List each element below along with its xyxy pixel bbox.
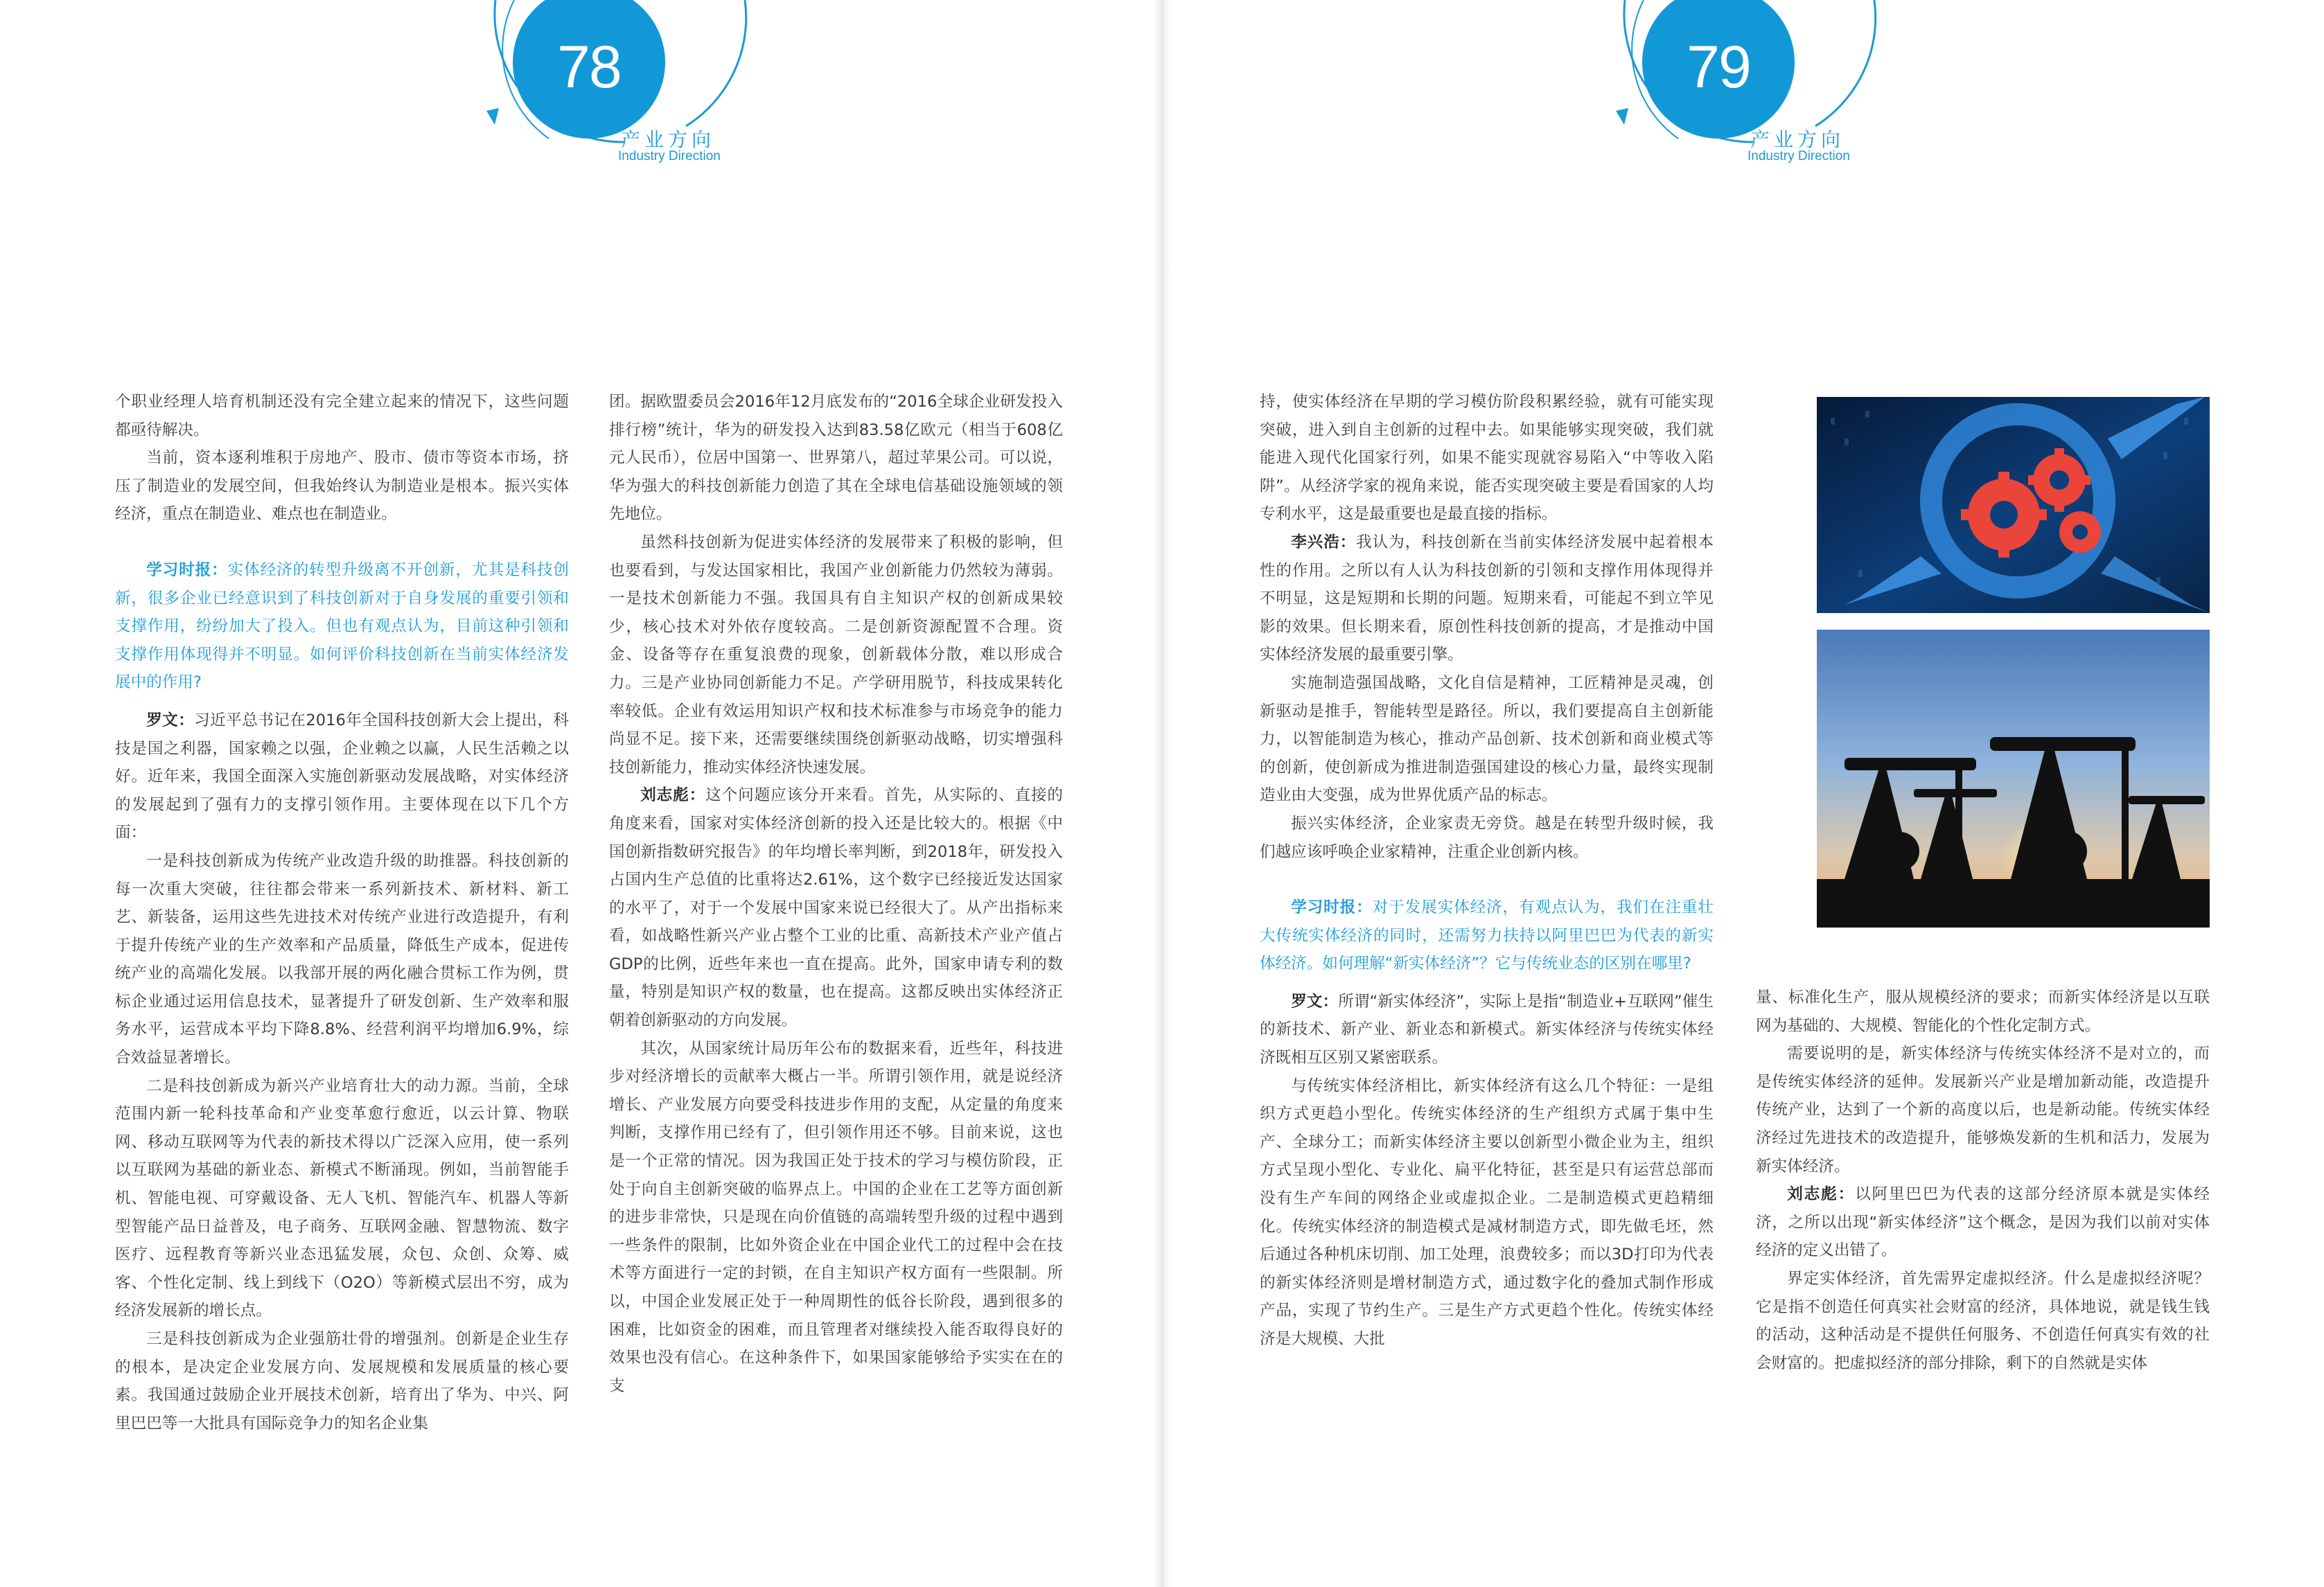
- speaker-label: 学习时报：: [146, 560, 228, 579]
- page-badge: [478, 0, 769, 173]
- answer-text: 所谓“新实体经济”，实际上是指“制造业+互联网”催生的新技术、新产业、新业态和新模式。新实体经济与传统实体经济既相互区别又紧密联系。: [1260, 992, 1714, 1067]
- page-badge: [1608, 0, 1899, 173]
- paragraph: 振兴实体经济，企业家责无旁贷。越是在转型升级时候，我们越应该呼唤企业家精神，注重企业创新内核。: [1260, 814, 1714, 861]
- paragraph: 三是科技创新成为企业强筋壮骨的增强剂。创新是企业生存的根本，是决定企业发展方向、发展规模和发展质量的核心要素。我国通过鼓励企业开展技术创新，培育出了华为、中兴、阿里巴巴等一大批具有国际竞争力的知名企业集: [115, 1330, 569, 1433]
- paragraph: 量、标准化生产，服从规模经济的要求；而新实体经济是以互联网为基础的、大规模、智能化的个性化定制方式。: [1756, 988, 2210, 1035]
- oil-pump-icon: [1817, 630, 2210, 928]
- paragraph: [1260, 988, 1714, 1072]
- question-paragraph: [115, 556, 569, 697]
- section-subtitle: Industry Direction: [1748, 149, 1850, 163]
- answer-text: 以阿里巴巴为代表的这部分经济原本就是实体经济，之所以出现“新实体经济”这个概念，是因为我们以前对实体经济的定义出错了。: [1756, 1185, 2210, 1260]
- text-column-2: [1756, 984, 2210, 1377]
- section-title: 产业方向: [1750, 128, 1845, 151]
- speaker-label: 罗文：: [1291, 992, 1339, 1011]
- oil-pump-photo: [1817, 630, 2210, 928]
- paragraph: 二是科技创新成为新兴产业培育壮大的动力源。当前，全球范围内新一轮科技革命和产业变革愈行愈近，以云计算、物联网、移动互联网等为代表的新技术得以广泛深入应用，使一系列以互联网为基础的新业态、新模式不断涌现。例如，当前智能手机、智能电视、可穿戴设备、无人飞机、智能汽车、机器人等新型智能产品日益普及，电子商务、互联网金融、智慧物流、数字医疗、远程教育等新兴业态迅猛发展，众包、众创、众筹、威客、个性化定制、线上到线下（O2O）等新模式层出不穷，成为经济发展新的增长点。: [115, 1076, 569, 1320]
- gears-photo: [1817, 397, 2210, 613]
- paragraph: 虽然科技创新为促进实体经济的发展带来了积极的影响，但也要看到，与发达国家相比，我国产业创新能力仍然较为薄弱。一是技术创新能力不强。我国具有自主知识产权的创新成果较少，核心技术对外依存度较高。二是创新资源配置不合理。资金、设备等存在重复浪费的现象，创新载体分散，难以形成合力。三是产业协同创新能力不足。产学研用脱节，科技成果转化率较低。企业有效运用知识产权和技术标准参与市场竞争的能力尚显不足。接下来，还需要继续围绕创新驱动战略，切实增强科技创新能力，推动实体经济快速发展。: [609, 533, 1063, 777]
- speaker-label: 刘志彪：: [640, 786, 706, 805]
- paragraph: 个职业经理人培育机制还没有完全建立起来的情况下，这些问题都亟待解决。: [115, 393, 569, 439]
- question-text: 实体经济的转型升级离不开创新，尤其是科技创新，很多企业已经意识到了科技创新对于自身发展的重要引领和支撑作用，纷纷加大了投入。但也有观点认为，目前这种引领和支撑作用体现得并不明显。如何评价科技创新在当前实体经济发展中的作用?: [115, 560, 570, 692]
- paragraph: 实施制造强国战略，文化自信是精神，工匠精神是灵魂，创新驱动是推手，智能转型是路径。所以，我们要提高自主创新能力，以智能制造为核心，推动产品创新、技术创新和商业模式等的创新，使创新成为推进制造强国建设的核心力量，最终实现制造业由大变强，成为世界优质产品的标志。: [1260, 673, 1714, 805]
- paragraph: 界定实体经济，首先需界定虚拟经济。什么是虚拟经济呢？它是指不创造任何真实社会财富的经济，具体地说，就是钱生钱的活动，这种活动是不提供任何服务、不创造任何真实有效的社会财富的。把虚拟经济的部分排除，剩下的自然就是实体: [1756, 1269, 2210, 1372]
- paragraph: [609, 781, 1063, 1034]
- right-page: [1162, 0, 2324, 1587]
- paragraph: 与传统实体经济相比，新实体经济有这么几个特征：一是组织方式更趋小型化。传统实体经济的生产组织方式属于集中生产、全球分工；而新实体经济主要以创新型小微企业为主，组织方式呈现小型化、专业化、扁平化特征，甚至是只有运营总部而没有生产车间的网络企业或虚拟企业。二是制造模式更趋精细化。传统实体经济的制造模式是减材制造方式，即先做毛坯，然后通过各种机床切削、加工处理，浪费较多；而以3D打印为代表的新实体经济则是增材制造方式，通过数字化的叠加式制作形成产品，实现了节约生产。三是生产方式更趋个性化。传统实体经济是大规模、大批: [1260, 1076, 1714, 1348]
- question-text: 对于发展实体经济，有观点认为，我们在注重壮大传统实体经济的同时，还需努力扶持以阿里巴巴为代表的新实体经济。如何理解“新实体经济”？它与传统业态的区别在哪里?: [1260, 898, 1714, 973]
- page-number: 79: [1687, 34, 1750, 100]
- paragraph: [115, 707, 569, 847]
- speaker-label: 李兴浩：: [1291, 533, 1357, 551]
- paragraph: 团。据欧盟委员会2016年12月底发布的“2016全球企业研发投入排行榜”统计，华为的研发投入达到83.58亿欧元（相当于608亿元人民币），位居中国第一、世界第八，超过苹果公司。可以说，华为强大的科技创新能力创造了其在全球电信基础设施领域的领先地位。: [609, 393, 1063, 524]
- answer-text: 这个问题应该分开来看。首先，从实际的、直接的角度来看，国家对实体经济创新的投入还是比较大的。根据《中国创新指数研究报告》的年均增长率判断，到2018年，研发投入占国内生产总值的比重将达2.61%，这个数字已经接近发达国家的水平了，对于一个发展中国家来说已经很大了。从产出指标来看，如战略性新兴产业占整个工业的比重、高新技术产业产值占GDP的比例，近些年来也一直在提高。此外，国家申请专利的数量，特别是知识产权的数量，也在提高。这都反映出实体经济正朝着创新驱动的方向发展。: [609, 786, 1064, 1030]
- section-subtitle: Industry Direction: [618, 149, 721, 163]
- paragraph: 需要说明的是，新实体经济与传统实体经济不是对立的，而是传统实体经济的延伸。发展新兴产业是增加新动能，改造提升传统产业，达到了一个新的高度以后，也是新动能。传统实体经济经过先进技术的改造提升，能够焕发新的生机和活力，发展为新实体经济。: [1756, 1045, 2210, 1176]
- paragraph: 持，使实体经济在早期的学习模仿阶段积累经验，就有可能实现突破，进入到自主创新的过程中去。如果能够实现突破，我们就能进入现代化国家行列，如果不能实现就容易陷入“中等收入陷阱”。从经济学家的视角来说，能否实现突破主要是看国家的人均专利水平，这是最重要也是最直接的指标。: [1260, 393, 1714, 524]
- answer-text: 习近平总书记在2016年全国科技创新大会上提出，科技是国之利器，国家赖之以强，企业赖之以赢，人民生活赖之以好。近年来，我国全面深入实施创新驱动发展战略，对实体经济的发展起到了强有力的支撑引领作用。主要体现在以下几个方面：: [115, 711, 570, 842]
- answer-text: 我认为，科技创新在当前实体经济发展中起着根本性的作用。之所以有人认为科技创新的引领和支撑作用体现得并不明显，这是短期和长期的问题。短期来看，可能起不到立竿见影的效果。但长期来看，原创性科技创新的提高，才是推动中国实体经济发展的最重要引擎。: [1260, 533, 1714, 664]
- paragraph: [1260, 529, 1714, 669]
- text-column-2: [609, 388, 1063, 1400]
- text-column-1: [115, 388, 569, 1437]
- paragraph: 当前，资本逐利堆积于房地产、股市、债市等资本市场，挤压了制造业的发展空间，但我始终认为制造业是根本。振兴实体经济，重点在制造业、难点也在制造业。: [115, 449, 569, 524]
- speaker-label: 刘志彪：: [1787, 1185, 1856, 1204]
- text-column-1: [1260, 388, 1714, 1354]
- page-number: 78: [557, 34, 621, 100]
- gears-icon: [1817, 397, 2210, 613]
- speaker-label: 罗文：: [146, 711, 195, 729]
- question-paragraph: [1260, 894, 1714, 978]
- paragraph: 一是科技创新成为传统产业改造升级的助推器。科技创新的每一次重大突破，往往都会带来一系列新技术、新材料、新工艺、新装备，运用这些先进技术对传统产业进行改造提升，有利于提升传统产业的生产效率和产品质量，降低生产成本，促进传统产业的高端化发展。以我部开展的两化融合贯标工作为例，贯标企业通过运用信息技术，显著提升了研发创新、生产效率和服务水平，运营成本平均下降8.8%、经营利润平均增加6.9%，综合效益显著增长。: [115, 851, 569, 1067]
- section-title: 产业方向: [621, 128, 716, 151]
- paragraph: [1756, 1180, 2210, 1265]
- speaker-label: 学习时报：: [1291, 898, 1373, 917]
- paragraph: 其次，从国家统计局历年公布的数据来看，近些年，科技进步对经济增长的贡献率大概占一半。所谓引领作用，就是说经济增长、产业发展方向要受科技进步作用的支配，从定量的角度来判断，支撑作用已经有了，但引领作用还不够。目前来说，这也是一个正常的情况。因为我国正处于技术的学习与模仿阶段，正处于向自主创新突破的临界点上。中国的企业在工艺等方面创新的进步非常快，只是现在向价值链的高端转型升级的过程中遇到一些条件的限制，比如外资企业在中国企业代工的过程中会在技术等方面进行一定的封锁，在自主知识产权方面有一些限制。所以，中国企业发展正处于一种周期性的低谷长阶段，遇到很多的困难，比如资金的困难，而且管理者对继续投入能否取得良好的效果也没有信心。在这种条件下，如果国家能够给予实实在在的支: [609, 1039, 1063, 1395]
